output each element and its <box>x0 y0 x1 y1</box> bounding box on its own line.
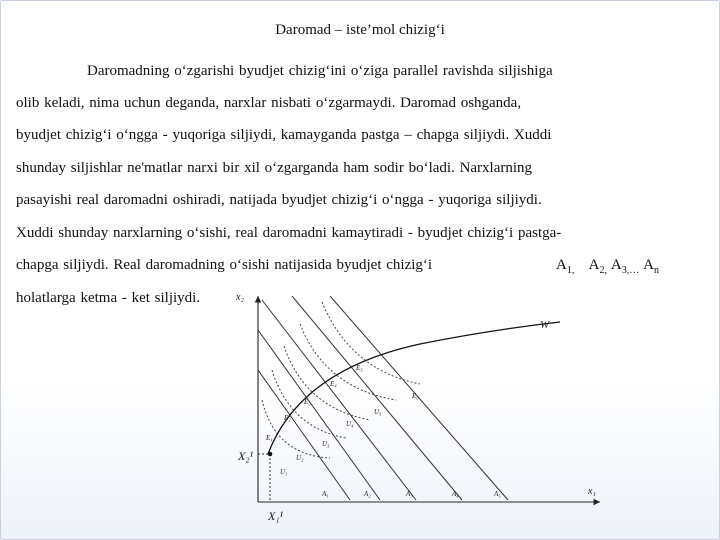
label-e0: E₀ <box>412 392 419 400</box>
y-mark-label: X₂¹ <box>238 449 254 463</box>
slide-title: Daromad – iste’mol chizig‘i <box>275 22 445 38</box>
paragraph-line-3: byudjet chizig‘i o‘ngga - yuqoriga siljiydi, kamayganda pastga – chapga siljiydi. Xuddi <box>16 127 552 143</box>
equilibrium-point <box>268 452 273 457</box>
x-mark-label: X₁¹ <box>268 509 284 523</box>
paragraph-line-5: pasayishi real daromadni oshiradi, natijada byudjet chizig‘i o‘ngga - yuqoriga siljiydi. <box>16 192 542 208</box>
seq-a3-sub: 3,… <box>621 265 640 276</box>
budget-line-4 <box>292 296 462 500</box>
bottom-label-a2: A₂ <box>364 490 371 498</box>
paragraph-line-8: holatlarga ketma - ket siljiydi. <box>16 290 201 306</box>
paragraph-line-2: olib keladi, nima uchun deganda, narxlar nisbati o‘zgarmaydi. Daromad oshganda, <box>16 95 522 111</box>
bottom-label-a5: A₅ <box>494 490 501 498</box>
bottom-label-a3: A₃ <box>406 490 413 498</box>
x-axis-label: x₁ <box>588 486 596 497</box>
y-axis-label: x₂ <box>236 292 244 303</box>
label-e1: E₁ <box>266 434 273 442</box>
label-e2: E₂ <box>284 414 291 422</box>
label-e3: E₃ <box>304 398 311 406</box>
paragraph-line-6: Xuddi shunday narxlarning o‘sishi, real daromadni kamaytiradi - byudjet chizig‘i pastga- <box>16 225 562 241</box>
paragraph-line-7: chapga siljiydi. Real daromadning o‘sishi natijasida byudjet chizig‘i <box>16 257 433 273</box>
bottom-label-a1: A₁ <box>322 490 329 498</box>
income-consumption-curve <box>268 322 560 454</box>
label-e5: E₅ <box>356 364 363 372</box>
budget-line-5 <box>330 296 508 500</box>
indifference-curve-3 <box>284 346 370 420</box>
seq-a3: A <box>610 257 622 273</box>
label-u3: U₃ <box>322 440 330 448</box>
curve-label-w: W <box>540 319 550 331</box>
budget-line-2 <box>258 330 380 500</box>
seq-a2: A <box>588 257 600 273</box>
seq-a2-sub: 2, <box>599 265 607 276</box>
label-u1: U₁ <box>280 468 288 476</box>
seq-a1-sub: 1, <box>566 265 575 276</box>
label-u5: U₅ <box>374 408 382 416</box>
label-u2: U₂ <box>296 454 304 462</box>
bottom-label-a4: A₄ <box>452 490 459 498</box>
label-e4: E₄ <box>330 380 337 388</box>
label-u4: U₄ <box>346 420 354 428</box>
paragraph-line-1: Daromadning o‘zgarishi byudjet chizig‘ini o‘ziga parallel ravishda siljishiga <box>87 63 553 79</box>
indifference-curve-4 <box>300 324 396 400</box>
seq-a1: A <box>556 257 567 273</box>
seq-an: A <box>643 257 654 273</box>
paragraph-line-4: shunday siljishlar ne'matlar narxi bir xil o‘zgarganda ham sodir bo‘ladi. Narxlarning <box>16 160 533 176</box>
seq-an-sub: n <box>654 265 659 276</box>
